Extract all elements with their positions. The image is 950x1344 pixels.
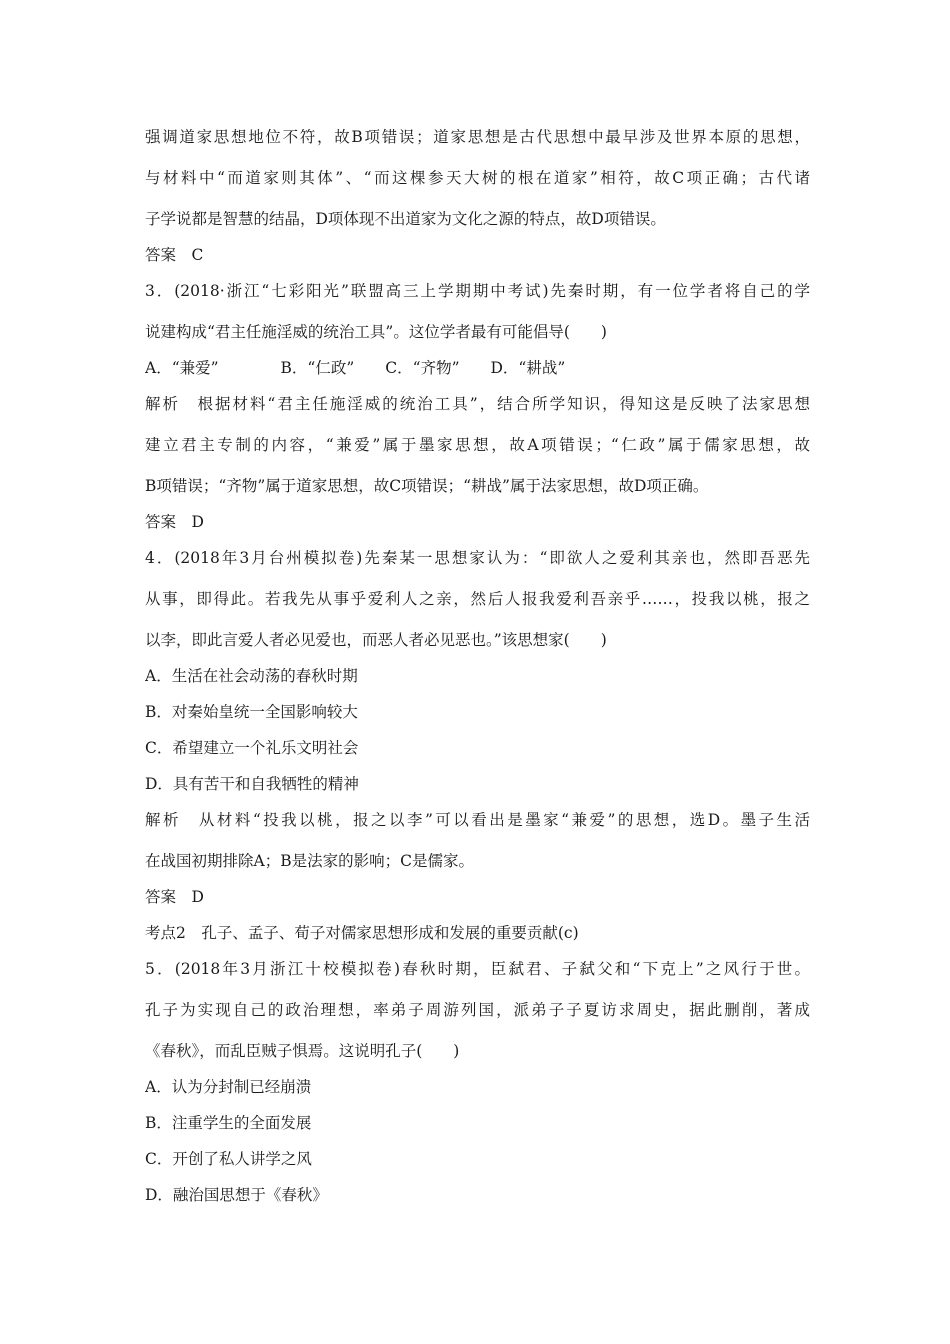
option-d: D．具有苦干和自我牺牲的精神 — [145, 775, 359, 793]
section-heading: 考点2 孔子、孟子、荀子对儒家思想形成和发展的重要贡献(c) — [145, 924, 579, 942]
question-stem: 《春秋》，而乱臣贼子惧焉。这说明孔子( ) — [145, 1042, 460, 1060]
analysis-text: 解析 根据材料“君主任施淫威的统治工具”，结合所学知识，得知这是反映了法家思想 — [145, 395, 810, 413]
text-line: 强调道家思想地位不符，故B项错误；道家思想是古代思想中最早涉及世界本原的思想， — [145, 128, 810, 146]
text-line: 子学说都是智慧的结晶，D项体现不出道家为文化之源的特点，故D项错误。 — [145, 210, 666, 228]
option-d: D．融治国思想于《春秋》 — [145, 1186, 328, 1204]
answer-label: 答案 C — [145, 246, 204, 264]
analysis-text: B项错误；“齐物”属于道家思想，故C项错误；“耕战”属于法家思想，故D项正确。 — [145, 477, 709, 495]
question-stem: 孔子为实现自己的政治理想，率弟子周游列国，派弟子子夏访求周史，据此删削，著成 — [145, 1001, 810, 1019]
option-row: A．“兼爱” B．“仁政” C．“齐物” D．“耕战” — [145, 359, 566, 377]
answer-label: 答案 D — [145, 888, 204, 906]
question-stem: 从事，即得此。若我先从事乎爱利人之亲，然后人报我爱利吾亲乎……，投我以桃，报之 — [145, 590, 810, 608]
question-stem: 5．(2018年3月浙江十校模拟卷)春秋时期，臣弑君、子弑父和“下克上”之风行于世。 — [145, 960, 810, 978]
answer-label: 答案 D — [145, 513, 204, 531]
analysis-text: 建立君主专制的内容，“兼爱”属于墨家思想，故A项错误；“仁政”属于儒家思想，故 — [145, 436, 810, 454]
question-stem: 说建构成“君主任施淫威的统治工具”。这位学者最有可能倡导( ) — [145, 323, 607, 341]
option-a: A．生活在社会动荡的春秋时期 — [145, 667, 358, 685]
question-stem: 以李，即此言爱人者必见爱也，而恶人者必见恶也。”该思想家( ) — [145, 631, 607, 649]
option-c: C．开创了私人讲学之风 — [145, 1150, 312, 1168]
analysis-text: 在战国初期排除A；B是法家的影响；C是儒家。 — [145, 852, 474, 870]
analysis-text: 解析 从材料“投我以桃，报之以李”可以看出是墨家“兼爱”的思想，选D。墨子生活 — [145, 811, 810, 829]
text-line: 与材料中“而道家则其体”、“而这棵参天大树的根在道家”相符，故C项正确；古代诸 — [145, 169, 810, 187]
option-a: A．认为分封制已经崩溃 — [145, 1078, 312, 1096]
question-stem: 4．(2018年3月台州模拟卷)先秦某一思想家认为：“即欲人之爱利其亲也，然即吾恶先 — [145, 549, 810, 567]
option-b: B．对秦始皇统一全国影响较大 — [145, 703, 358, 721]
option-b: B．注重学生的全面发展 — [145, 1114, 312, 1132]
option-c: C．希望建立一个礼乐文明社会 — [145, 739, 359, 757]
question-stem: 3．(2018·浙江“七彩阳光”联盟高三上学期期中考试)先秦时期，有一位学者将自己的学 — [145, 282, 810, 300]
